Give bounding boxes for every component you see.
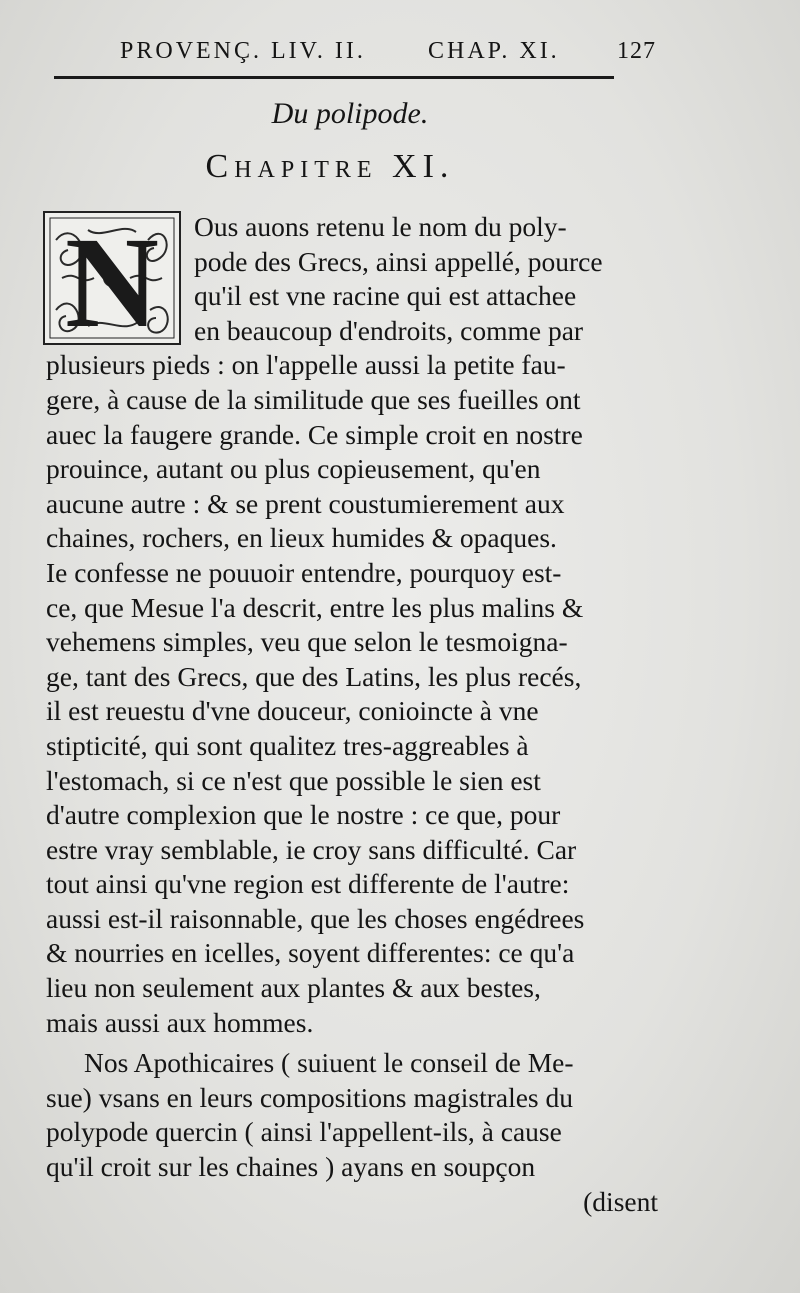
text-line: en beaucoup d'endroits, comme par: [194, 314, 584, 346]
page-number: 127: [617, 38, 656, 64]
chapter-heading: Chapitre XI.: [205, 148, 455, 185]
text-line: prouince, autant ou plus copieusement, qu'en: [46, 453, 541, 485]
text-line: & nourries en icelles, soyent differentes: ce qu'a: [46, 937, 575, 969]
running-head-chapter: CHAP. XI.: [428, 38, 560, 64]
text-line: pode des Grecs, ainsi appellé, pource: [194, 245, 603, 277]
catchword: (disent: [583, 1185, 658, 1217]
text-line: mais aussi aux hommes.: [46, 1006, 314, 1038]
text-line: ce, que Mesue l'a descrit, entre les plus malins &: [46, 591, 584, 623]
text-line: chaines, rochers, en lieux humides & opaques.: [46, 522, 557, 554]
body-text: [46, 210, 658, 1219]
text-line: d'autre complexion que le nostre : ce que, pour: [46, 799, 561, 831]
text-line: tout ainsi qu'vne region est differente de l'autre:: [46, 868, 570, 900]
text-line: estre vray semblable, ie croy sans difficulté. Car: [46, 833, 577, 865]
header-rule: [54, 76, 614, 79]
running-head-left: PROVENÇ. LIV. II.: [120, 38, 366, 64]
text-line: qu'il croit sur les chaines ) ayans en soupçon: [46, 1151, 536, 1183]
text-line: Nos Apothicaires ( suiuent le conseil de Me-: [84, 1047, 574, 1079]
text-line: gere, à cause de la similitude que ses fueilles ont: [46, 383, 581, 415]
text-line: il est reuestu d'vne douceur, conioincte à vne: [46, 695, 539, 727]
text-line: lieu non seulement aux plantes & aux bestes,: [46, 972, 541, 1004]
section-title: Du polipode.: [271, 97, 429, 130]
text-line: ge, tant des Grecs, que des Latins, les plus recés,: [46, 660, 582, 692]
text-line: Ous auons retenu le nom du poly-: [194, 211, 567, 242]
running-head: [56, 38, 656, 72]
text-line: plusieurs pieds : on l'appelle aussi la petite fau-: [46, 349, 566, 381]
text-line: sue) vsans en leurs compositions magistrales du: [46, 1081, 573, 1113]
text-line: aussi est-il raisonnable, que les choses engédrees: [46, 902, 585, 934]
text-line: polypode quercin ( ainsi l'appellent-ils, à cause: [46, 1116, 562, 1148]
text-line: Ie confesse ne pouuoir entendre, pourquoy est-: [46, 556, 562, 588]
initial-letter: N: [65, 211, 159, 346]
text-line: stipticité, qui sont qualitez tres-aggreables à: [46, 729, 529, 761]
text-line: vehemens simples, veu que selon le tesmoigna-: [46, 626, 568, 658]
text-line: aucune autre : & se prent coustumierement aux: [46, 487, 565, 519]
text-line: l'estomach, si ce n'est que possible le sien est: [46, 764, 541, 796]
text-line: qu'il est vne racine qui est attachee: [194, 280, 577, 312]
text-line: auec la faugere grande. Ce simple croit en nostre: [46, 418, 583, 450]
